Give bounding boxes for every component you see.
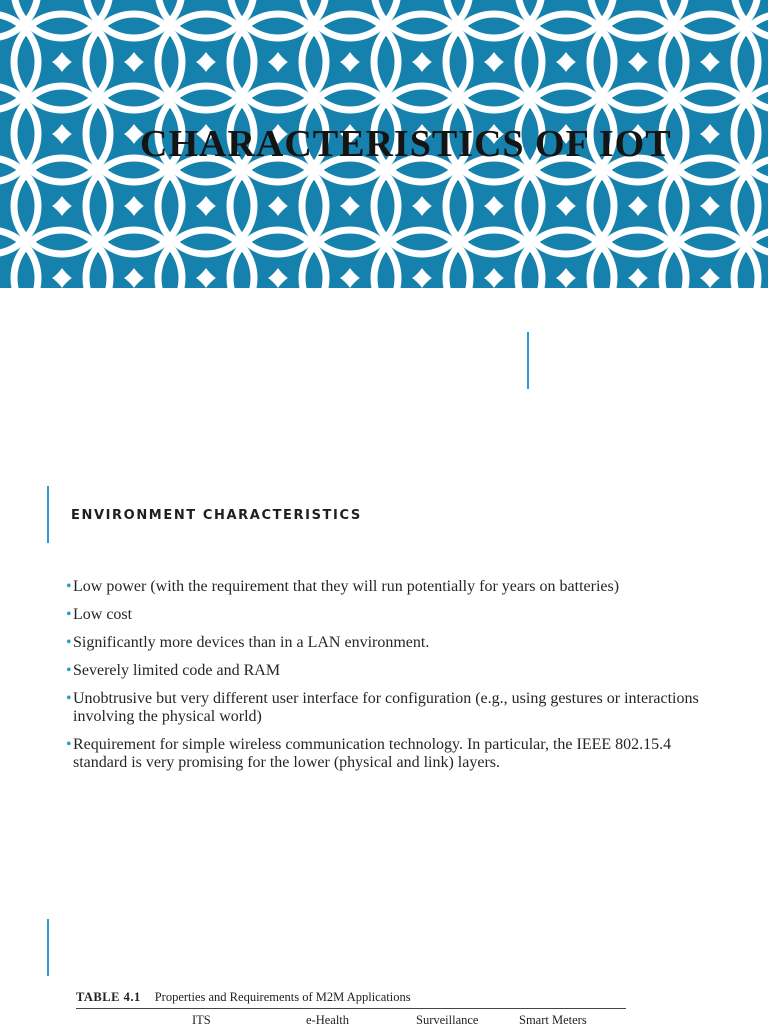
bullet-icon: • [66,606,72,623]
bullet-icon: • [66,736,72,753]
bullet-icon: • [66,634,72,651]
bullet-icon: • [66,690,72,707]
bullet-icon: • [66,578,72,595]
list-item [66,578,706,596]
table-caption [76,990,411,1005]
table-header-cell: Smart Meters [519,1013,587,1027]
section-heading: ENVIRONMENT CHARACTERISTICS [71,508,362,523]
list-item [66,606,706,624]
slide-title: CHARACTERISTICS OF IOT [140,123,672,165]
bullet-text: Severely limited code and RAM [73,662,281,679]
list-item [66,690,706,726]
table-header-cell: Surveillance [416,1013,479,1027]
bullet-text: Requirement for simple wireless communication technology. In particular, the IEEE 802.15.4 standard is very promising for the lower (physical and link) layers. [73,736,672,771]
bullet-text: Low cost [73,606,133,623]
list-item [66,634,706,652]
table-number: TABLE 4.1 [76,990,141,1004]
list-item [66,736,706,772]
bullet-text: Significantly more devices than in a LAN environment. [73,634,430,651]
table-header-cell: ITS [192,1013,211,1027]
table-header-row [76,1013,636,1027]
accent-line-heading [47,486,49,543]
accent-line-top [527,332,529,389]
table-header-cell: e-Health [306,1013,350,1027]
title-banner [0,0,768,288]
bullet-list [66,578,706,782]
bullet-text: Unobtrusive but very different user interface for configuration (e.g., using gestures or interactions involving the physical world) [73,690,699,725]
accent-line-bottom [47,919,49,976]
table-title: Properties and Requirements of M2M Applications [154,990,411,1004]
list-item [66,662,706,680]
bullet-text: Low power (with the requirement that they will run potentially for years on batteries) [73,578,620,595]
bullet-icon: • [66,662,72,679]
table-rule [76,1008,626,1009]
